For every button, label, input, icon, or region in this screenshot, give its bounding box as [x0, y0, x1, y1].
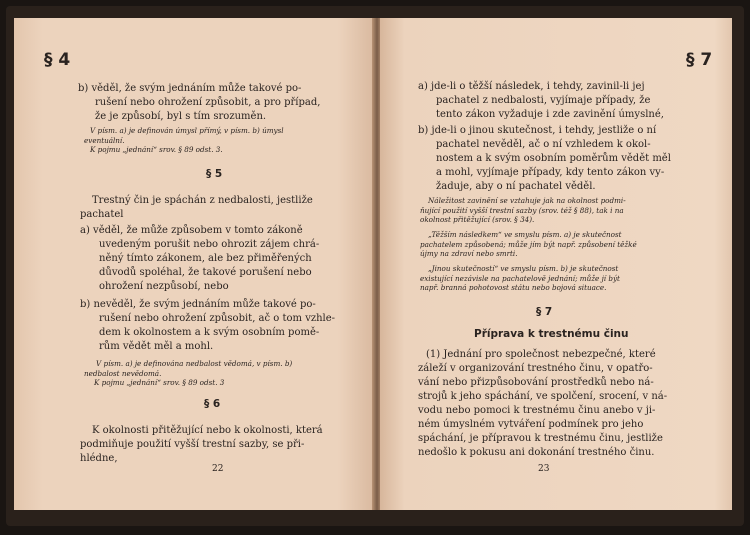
text-line: Trestný čin je spáchán z nedbalosti, jestliže: [92, 195, 313, 206]
right-page-number: 23: [538, 464, 550, 474]
text-line: spáchání, je přípravou k trestnému činu, jestliže: [418, 433, 663, 444]
note-line: nedbalost nevědomá.: [84, 368, 162, 378]
text-line: že je způsobí, byl s tím srozuměn.: [95, 111, 267, 122]
text-line: důvodů spoléhal, že takové porušení nebo: [99, 267, 312, 278]
text-line: ném úmyslném vytváření podmínek pro jeho: [418, 419, 644, 430]
text-line: rušení nebo ohrožení způsobit, a pro případ,: [95, 97, 321, 108]
heading-s6: § 6: [204, 398, 221, 410]
intro-s5: [80, 194, 313, 222]
text-line: rušení nebo ohrožení způsobit, ač o tom vzhle-: [99, 313, 336, 324]
note-line: ňující použití vyšší trestní sazby (srov. též § 88), tak i na: [420, 205, 624, 215]
text-line: žaduje, aby o ní pachatel věděl.: [436, 181, 596, 192]
text-line: pachatel: [80, 209, 124, 220]
note-line: „Jinou skutečností“ ve smyslu písm. b) je skutečnost: [428, 264, 619, 273]
text-line: ohrožení nezpůsobí, nebo: [99, 281, 229, 292]
text-line: něný tímto zákonem, ale bez přiměřených: [99, 253, 312, 264]
text-line: b) jde-li o jinou skutečnost, i tehdy, jestliže o ní: [418, 125, 657, 136]
text-s7: [418, 348, 668, 460]
title-s7: Příprava k trestnému činu: [474, 328, 629, 340]
right-section-mark: § 7: [686, 50, 713, 70]
left-section-mark: § 4: [44, 50, 71, 70]
text-line: vání nebo přizpůsobování prostředků nebo ná-: [418, 377, 654, 388]
heading-s7: § 7: [536, 306, 553, 318]
text-line: b) nevěděl, že svým jednáním může takové po-: [80, 299, 316, 310]
note-line: Náležitost zavinění se vztahuje jak na okolnost podmi-: [428, 196, 626, 205]
right-note-2: [420, 230, 637, 259]
right-item-a: [418, 80, 664, 122]
text-line: záleží v organizování trestného činu, v opatřo-: [418, 363, 653, 374]
left-item-b: [80, 298, 335, 354]
left-item-a: [80, 224, 319, 294]
left-page-number: 22: [212, 464, 224, 474]
left-note-1: [84, 126, 284, 155]
text-line: pachatel nevěděl, ač o ní vzhledem k okol-: [436, 139, 651, 150]
note-line: eventuální.: [84, 135, 125, 145]
text-line: nedošlo k pokusu ani dokonání trestného činu.: [418, 447, 655, 458]
note-line: újmy na zdraví nebo smrti.: [420, 249, 518, 258]
text-line: tento zákon vyžaduje i zde zavinění úmyslné,: [436, 109, 664, 120]
text-line: podmiňuje použití vyšší trestní sazby, se při-: [80, 439, 305, 450]
right-page: [380, 18, 732, 510]
text-line: strojů k jeho spáchání, ve spolčení, srocení, v ná-: [418, 391, 668, 402]
note-line: K pojmu „jednání“ srov. § 89 odst. 3: [94, 378, 225, 387]
left-block-b: [78, 82, 320, 124]
text-line: a) věděl, že může způsobem v tomto zákoně: [80, 225, 303, 236]
note-line: existující nezávisle na pachatelově jednání; může jí být: [420, 273, 620, 283]
text-line: hlédne,: [80, 453, 118, 464]
text-line: b) věděl, že svým jednáním může takové po-: [78, 83, 302, 94]
heading-s5: § 5: [206, 168, 223, 180]
text-line: nostem a k svým osobním poměrům vědět měl: [436, 153, 671, 164]
text-line: uvedeným porušit nebo ohrozit zájem chrá-: [99, 239, 320, 250]
note-line: pachatelem způsobená; může jím být např. způsobení těžké: [420, 239, 637, 249]
left-note-2: [84, 359, 293, 388]
right-item-b: [418, 124, 671, 194]
text-line: a) jde-li o těžší následek, i tehdy, zavinil-li jej: [418, 81, 645, 92]
note-line: K pojmu „jednání“ srov. § 89 odst. 3.: [90, 145, 223, 154]
text-line: K okolnosti přitěžující nebo k okolnosti, která: [92, 425, 323, 436]
text-s6: [80, 424, 323, 466]
text-line: a mohl, vyjímaje případy, kdy tento zákon vy-: [436, 167, 665, 178]
note-line: např. branná pohotovost státu nebo bojová situace.: [420, 283, 607, 292]
text-line: dem k okolnostem a k svým osobním pomě-: [99, 327, 320, 338]
left-page: [14, 18, 374, 510]
note-line: V písm. a) je definována nedbalost vědomá, v písm. b): [96, 359, 293, 368]
text-line: vodu nebo pomoci k trestnému činu anebo v ji-: [418, 405, 656, 416]
right-note-3: [420, 264, 620, 293]
text-line: rům vědět měl a mohl.: [99, 341, 214, 352]
note-line: V písm. a) je definován úmysl přímý, v písm. b) úmysl: [90, 126, 284, 135]
text-line: pachatel z nedbalosti, vyjímaje případy, že: [436, 95, 651, 106]
right-note-1: [420, 196, 626, 225]
note-line: „Těžším následkem“ ve smyslu písm. a) je skutečnost: [428, 230, 622, 239]
note-line: okolnost přitěžující (srov. § 34).: [420, 215, 535, 224]
text-line: (1) Jednání pro společnost nebezpečné, které: [426, 349, 656, 360]
